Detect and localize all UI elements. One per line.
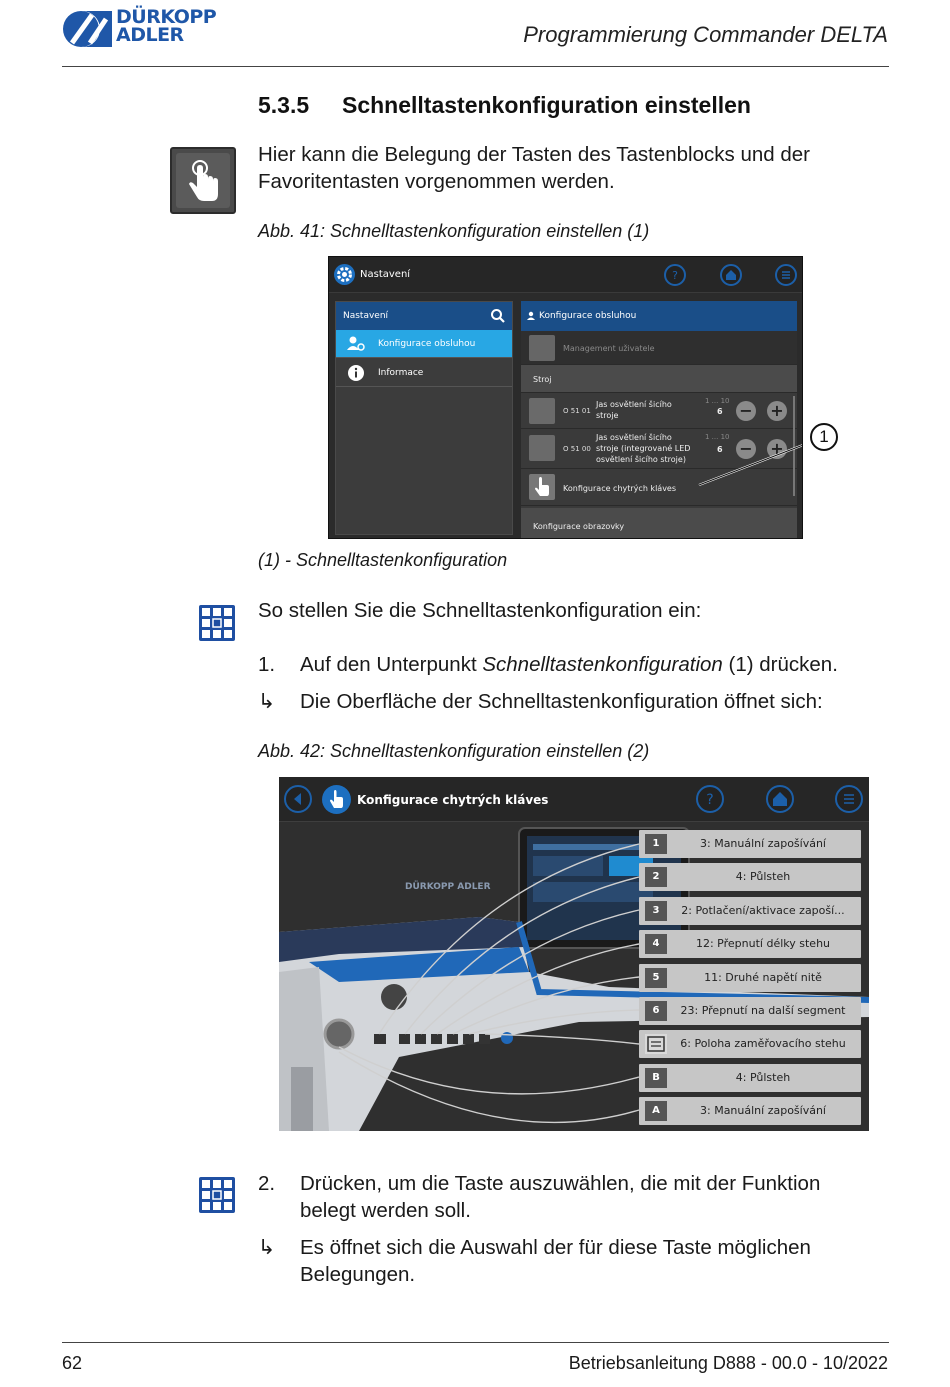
page-number: 62 xyxy=(62,1353,83,1373)
f41-left-title: Nastavení xyxy=(343,311,389,321)
f41-row-screen-config[interactable]: Konfigurace obrazovky xyxy=(521,508,797,539)
f42-top-title: Konfigurace chytrých kláves xyxy=(357,793,549,807)
svg-text:?: ? xyxy=(706,792,714,808)
f41-row-led[interactable]: O 51 00 Jas osvětlení šicího stroje (integrované LED osvětlení šicího stroje) 1 ... 10 6 − + xyxy=(521,429,797,469)
company-logo-text: DÜRKOPP ADLER xyxy=(116,6,217,46)
step2-number: 2. xyxy=(258,1172,276,1195)
result2-text: Es öffnet sich die Auswahl der für diese Taste möglichen Belegungen. xyxy=(300,1236,811,1286)
smart-key-item[interactable]: 1 3: Manuální zapošívání xyxy=(639,830,861,858)
steps-intro: So stellen Sie die Schnelltastenkonfiguration ein: xyxy=(258,599,702,622)
f41-group-stroj: Stroj xyxy=(521,365,797,393)
result1-text: Die Oberfläche der Schnelltastenkonfiguration öffnet sich: xyxy=(300,690,823,713)
footer-document-reference: Betriebsanleitung D888 - 00.0 - 10/2022 xyxy=(568,1353,888,1373)
step2-text: Drücken, um die Taste auszuwählen, die mit der Funktion belegt werden soll. xyxy=(300,1172,821,1222)
step1-number: 1. xyxy=(258,653,276,676)
help-icon[interactable] xyxy=(696,785,724,813)
figure42-caption: Abb. 42: Schnelltastenkonfiguration einstellen (2) xyxy=(258,741,650,761)
smart-key-item[interactable]: A 3: Manuální zapošívání xyxy=(639,1097,861,1125)
company-logo-mark xyxy=(62,10,112,48)
smart-key-item[interactable]: 2 4: Půlsteh xyxy=(639,863,861,891)
home-icon[interactable] xyxy=(766,785,794,813)
menu-icon[interactable] xyxy=(835,785,863,813)
callout-1: 1 xyxy=(810,423,838,451)
f41-right-title: Konfigurace obsluhou xyxy=(539,311,637,321)
section-title: Schnelltastenkonfiguration einstellen xyxy=(342,92,751,118)
f41-row-brightness[interactable]: O 51 01 Jas osvětlení šicího stroje 1 ... 10 6 − + xyxy=(521,393,797,429)
section-heading xyxy=(258,92,751,119)
step1-text: Auf den Unterpunkt Schnelltastenkonfiguration (1) drücken. xyxy=(300,653,838,676)
f41-row-management[interactable]: Management uživatele xyxy=(521,331,797,365)
f42-top-bar xyxy=(279,777,869,822)
smart-key-item[interactable]: 5 11: Druhé napětí nitě xyxy=(639,964,861,992)
result2-arrow-icon: ↳ xyxy=(258,1236,276,1259)
result1-arrow-icon: ↳ xyxy=(258,690,276,713)
svg-text:?: ? xyxy=(672,269,678,282)
keypad-grid-icon xyxy=(199,1177,235,1213)
intro-paragraph: Hier kann die Belegung der Tasten des Tastenblocks und der Favoritentasten vorgenommen werden. xyxy=(258,143,810,193)
f41-minus-button[interactable]: − xyxy=(736,401,756,421)
smart-key-item[interactable]: 4 12: Přepnutí délky stehu xyxy=(639,930,861,958)
figure41-screenshot xyxy=(328,256,803,539)
figure42-screenshot xyxy=(279,777,869,1131)
document-title: Programmierung Commander DELTA xyxy=(523,22,888,47)
f41-minus-button[interactable]: − xyxy=(736,439,756,459)
footer-divider xyxy=(62,1342,889,1343)
figure41-legend: (1) - Schnelltastenkonfiguration xyxy=(258,550,508,570)
smart-key-item[interactable]: 3 2: Potlačení/aktivace zapoší... xyxy=(639,897,861,925)
hand-pointer-icon xyxy=(186,159,222,203)
back-icon[interactable] xyxy=(284,785,312,813)
section-number: 5.3.5 xyxy=(258,92,310,118)
smart-key-item[interactable]: 6 23: Přepnutí na další segment xyxy=(639,997,861,1025)
figure41-caption: Abb. 41: Schnelltastenkonfiguration einstellen (1) xyxy=(258,221,650,241)
keypad-icon xyxy=(645,1034,667,1054)
f41-item-operator-config[interactable]: Konfigurace obsluhou xyxy=(336,330,512,358)
smart-key-item[interactable]: B 4: Půlsteh xyxy=(639,1064,861,1092)
keypad-grid-icon xyxy=(199,605,235,641)
f41-item-info[interactable]: Informace xyxy=(336,359,512,387)
header-divider xyxy=(62,66,889,67)
f41-row-smart-keys[interactable]: Konfigurace chytrých kláves xyxy=(521,469,797,506)
smart-key-item[interactable]: 6: Poloha zaměřovacího stehu xyxy=(639,1030,861,1058)
callout-leader-line xyxy=(329,257,803,539)
hand-pointer-icon xyxy=(322,785,351,814)
f41-plus-button[interactable]: + xyxy=(767,401,787,421)
f41-top-title: Nastavení xyxy=(360,269,411,280)
touch-function-icon xyxy=(170,147,236,214)
f41-plus-button[interactable]: + xyxy=(767,439,787,459)
machine-brand-label: DÜRKOPP ADLER xyxy=(405,882,491,892)
